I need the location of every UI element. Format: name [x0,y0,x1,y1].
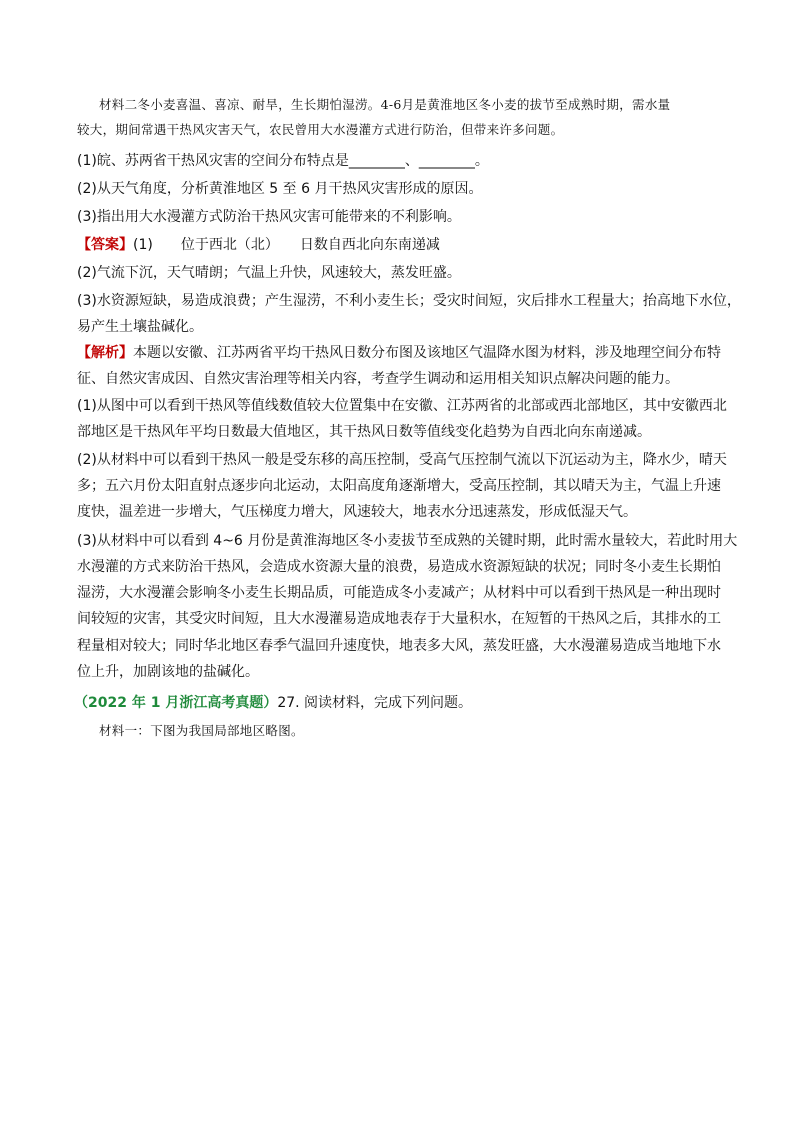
analysis-tag: 【解析】 [77,345,133,361]
analysis-1-text: 本题以安徽、江苏两省平均干热风日数分布图及该地区气温降水图为材料，涉及地理空间分布特 [133,345,721,361]
answer-tag: 【答案】 [77,237,133,253]
analysis-line-4: 部地区是干热风年平均日数最大值地区，其干热风日数等值线变化趋势为自西北向东南递减。 [77,424,651,440]
analysis-line-10: 湿涝，大水漫灌会影响冬小麦生长期品质，可能造成冬小麦减产；从材料中可以看到干热风是一种出现时 [77,585,721,601]
question-1: (1)皖、苏两省干热风灾害的空间分布特点是________、________。 [77,153,489,169]
material-one-line: 材料一：下图为我国局部地区略图。 [99,723,304,738]
analysis-line-12: 程量相对较大；同时华北地区春季气温回升速度快，地表多大风，蒸发旺盛，大水漫灌易造成当地地下水 [77,638,721,654]
answer-line-3: (3)水资源短缺，易造成浪费；产生湿涝，不利小麦生长；受灾时间短，灾后排水工程量大；抬高地下水位， [77,293,741,309]
question-2: (2)从天气角度，分析黄淮地区 5 至 6 月干热风灾害形成的原因。 [77,181,483,197]
analysis-line-11: 间较短的灾害，其受灾时间短，且大水漫灌易造成地表存于大量积水，在短暂的干热风之后，其排水的工 [77,611,721,627]
analysis-line-8: (3)从材料中可以看到 4~6 月份是黄淮海地区冬小麦拔节至成熟的关键时期，此时需水量较大，若此时用大 [77,533,738,549]
answer-line-4: 易产生土壤盐碱化。 [77,319,203,335]
question-3: (3)指出用大水漫灌方式防治干热风灾害可能带来的不利影响。 [77,209,461,225]
analysis-line-7: 度快，温差进一步增大，气压梯度力增大，风速较大，地表水分迅速蒸发，形成低湿天气。 [77,504,637,520]
analysis-line-5: (2)从材料中可以看到干热风一般是受东移的高压控制，受高气压控制气流以下沉运动为主，降水少，晴天 [77,452,727,468]
source-tag: （2022 年 1 月浙江高考真题） [74,695,278,711]
answer-line-1 [77,236,727,254]
answer-line-2: (2)气流下沉，天气晴朗；气温上升快，风速较大，蒸发旺盛。 [77,265,461,281]
answer-1-text: (1) 位于西北（北） 日数自西北向东南递减 [133,237,440,253]
analysis-line-2: 征、自然灾害成因、自然灾害治理等相关内容，考查学生调动和运用相关知识点解决问题的能力。 [77,371,679,387]
analysis-line-3: (1)从图中可以看到干热风等值线数值较大位置集中在安徽、江苏两省的北部或西北部地区，其中安徽西北 [77,398,727,414]
analysis-line-9: 水漫灌的方式来防治干热风，会造成水资源大量的浪费，易造成水资源短缺的状况；同时冬小麦生长期怕 [77,559,721,575]
analysis-line-6: 多；五六月份太阳直射点逐步向北运动，太阳高度角逐渐增大，受高压控制，其以晴天为主，气温上升速 [77,478,721,494]
analysis-line-13: 位上升，加剧该地的盐碱化。 [77,664,259,680]
material-two-line-1: 材料二冬小麦喜温、喜凉、耐旱，生长期怕湿涝。4-6月是黄淮地区冬小麦的拔节至成熟时期，需水量 [99,97,671,112]
question-27-header [74,694,724,712]
question-27-text: 27. 阅读材料，完成下列问题。 [277,695,473,711]
analysis-line-1 [77,344,727,362]
material-two-line-2: 较大，期间常遇干热风灾害天气，农民曾用大水漫灌方式进行防治，但带来许多问题。 [77,122,564,137]
